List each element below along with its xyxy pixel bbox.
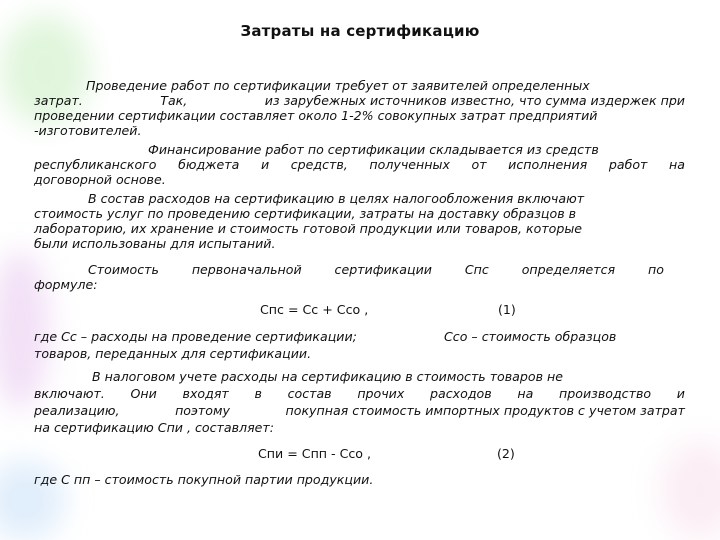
p1-line-4: -изготовителей.	[34, 123, 142, 138]
where-1-line-2: товаров, переданных для сертификации.	[34, 346, 312, 361]
p1-line-1: Проведение работ по сертификации требует от заявителей определенных	[86, 78, 590, 93]
p2-line-2: республиканского бюджета и средств, полученных от исполнения работ на	[34, 157, 685, 172]
p5-line-2: включают. Они входят в состав прочих расходов на производство и	[34, 386, 685, 401]
formula-2-number: (2)	[497, 446, 515, 461]
p2-line-3: договорной основе.	[34, 172, 166, 187]
p3-line-2: стоимость услуг по проведению сертификации, затраты на доставку образцов в	[34, 206, 577, 221]
p3-line-4: были использованы для испытаний.	[34, 236, 276, 251]
formula-2: Спи = Спп - Ссо ,	[258, 446, 372, 461]
formula-1: Спс = Сс + Ссо ,	[260, 302, 369, 317]
p5-line-1: В налоговом учете расходы на сертификацию в стоимость товаров не	[92, 369, 564, 384]
p3-line-1: В состав расходов на сертификацию в целях налогообложения включают	[88, 191, 585, 206]
p5-line-3: реализацию, поэтому покупная стоимость импортных продуктов с учетом затрат	[34, 403, 685, 418]
where-1-line-1a: где Сс – расходы на проведение сертификации;	[34, 329, 357, 344]
p2-line-1: Финансирование работ по сертификации складывается из средств	[148, 142, 599, 157]
slide-title: Затраты на сертификацию	[240, 22, 480, 40]
where-2-line-1: где С пп – стоимость покупной партии продукции.	[34, 472, 374, 487]
p4-line-2: формуле:	[34, 277, 98, 292]
p1-line-2: затрат. Так, из зарубежных источников известно, что сумма издержек при	[34, 93, 685, 108]
p4-line-1: Стоимость первоначальной сертификации Спс определяется по	[88, 262, 664, 277]
p5-line-4: на сертификацию Спи , составляет:	[34, 420, 274, 435]
where-1-line-1b: Ссо – стоимость образцов	[444, 329, 617, 344]
formula-1-number: (1)	[498, 302, 516, 317]
p3-line-3: лабораторию, их хранение и стоимость готовой продукции или товаров, которые	[34, 221, 583, 236]
p1-line-3: проведении сертификации составляет около 1-2% совокупных затрат предприятий	[34, 108, 598, 123]
